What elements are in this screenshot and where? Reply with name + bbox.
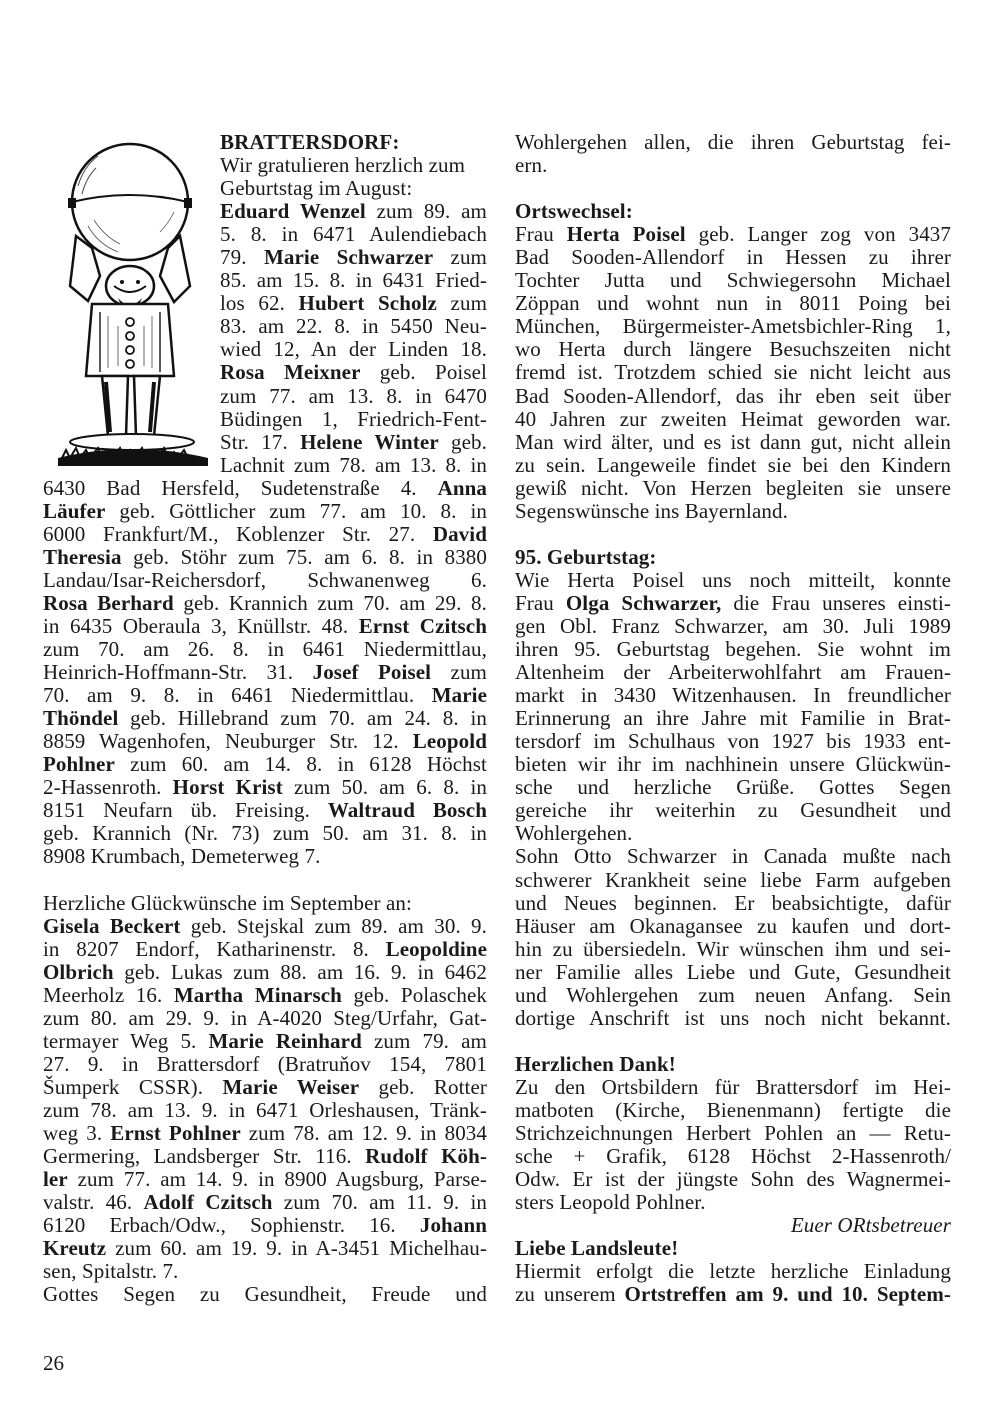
person-name: Johann	[419, 1213, 487, 1238]
entry-line: sen, Spitalstr. 7.	[43, 1259, 179, 1284]
entry-line: 8151 Neufarn üb. Freising. Waltraud Bosch	[43, 798, 488, 823]
entry-line: zum 78. am 13. 9. in 6471 Orleshausen, Tränk-	[43, 1097, 487, 1122]
spacer	[43, 869, 487, 892]
text-line: Frau Herta Poisel geb. Langer zog von 3437	[515, 222, 951, 247]
person-name: Rosa Berhard	[43, 590, 174, 615]
person-name: Leopold	[412, 729, 487, 754]
person-name: Marie Reinhard	[208, 1028, 362, 1053]
entry-line: Germering, Landsberger Str. 116. Rudolf Köh-	[43, 1144, 487, 1169]
person-name: Eduard Wenzel	[220, 199, 366, 224]
text-line: Wohlergehen allen, die ihren Geburtstag fei-	[515, 130, 951, 154]
text-line: Segenswünsche ins Bayernland.	[515, 498, 788, 523]
text-line: gen Obl. Franz Schwarzer, am 30. Juli 1989	[515, 613, 951, 638]
entry-line: wied 12, An der Linden 18.	[220, 337, 487, 362]
text-line: sters Leopold Pohlner.	[515, 1190, 706, 1215]
text-line: Wie Herta Poisel uns noch mitteilt, konnte	[515, 567, 951, 592]
entry-line: Gisela Beckert geb. Stejskal zum 89. am 30. 9.	[43, 913, 488, 938]
entry-line: 70. am 9. 8. in 6461 Niedermittlau. Marie	[43, 683, 487, 708]
intro-line: Geburtstag im August:	[220, 176, 413, 201]
person-name: Rosa Meixner	[220, 360, 361, 385]
entry-line: 6120 Erbach/Odw., Sophienstr. 16. Johann	[43, 1213, 487, 1238]
text-line: hin zu übersiedeln. Wir wünschen ihm und sei-	[515, 936, 951, 961]
entry-line: Šumperk CSSR). Marie Weiser geb. Rotter	[43, 1074, 487, 1099]
text-line: markt in 3430 Witzenhausen. In freundlicher	[515, 683, 951, 708]
person-name: Helene Winter	[300, 429, 439, 454]
text-line: Wohlergehen.	[515, 821, 633, 846]
text-line: zu unserem Ortstreffen am 9. und 10. Septem-	[515, 1282, 952, 1307]
intro-line: Wir gratulieren herzlich zum	[220, 153, 466, 178]
text-line: Man wird älter, und es ist dann gut, nicht allein	[515, 429, 951, 454]
entry-line: zum 77. am 13. 8. in 6470	[220, 383, 487, 408]
entry-line: Landau/Isar-Reichersdorf, Schwanenweg 6.	[43, 567, 487, 592]
text-line: Erinnerung an ihre Jahre mit Familie in Brat-	[515, 706, 951, 731]
text-line: ihren 95. Geburtstag begehen. Sie wohnt im	[515, 637, 951, 662]
entry-line: Läufer geb. Göttlicher zum 77. am 10. 8. in	[43, 498, 487, 523]
text-line: fremd ist. Trotzdem schied sie nicht leicht aus	[515, 360, 951, 385]
page-number: 26	[43, 1351, 64, 1375]
person-name: Kreutz	[43, 1236, 107, 1261]
entry-line: 83. am 22. 8. in 5450 Neu-	[220, 314, 487, 339]
person-name: Marie Weiser	[222, 1074, 360, 1099]
text-line: Bad Sooden-Allendorf, das ihr eben seit über	[515, 383, 951, 408]
september-intro: Herzliche Glückwünsche im September an:	[43, 890, 412, 915]
person-name: Horst Krist	[172, 775, 283, 800]
person-name: Thöndel	[43, 706, 119, 731]
text-line: sche + Grafik, 6128 Höchst 2-Hassenroth/	[515, 1144, 951, 1169]
section-title: BRATTERSDORF:	[220, 130, 400, 154]
entry-line: 2-Hassenroth. Horst Krist zum 50. am 6. 8. in	[43, 775, 487, 800]
person-name: Anna	[437, 475, 487, 500]
person-name: Läufer	[43, 498, 106, 523]
person-name: ler	[43, 1167, 68, 1192]
text-line: und Neues beginnen. Er beabsichtigte, dafür	[515, 890, 951, 915]
person-name: Gisela Beckert	[43, 913, 181, 938]
text-line: Häuser am Okanagansee zu kaufen und dort-	[515, 913, 951, 938]
entry-line: zum 80. am 29. 9. in A-4020 Steg/Urfahr, Gat-	[43, 1005, 487, 1030]
person-name: Marie	[431, 683, 487, 708]
person-name: Adolf Czitsch	[143, 1190, 273, 1215]
person-name: Waltraud Bosch	[327, 798, 488, 823]
text-line: gereiche ihr weiterhin zu Gesundheit und	[515, 798, 951, 823]
spacer	[515, 523, 951, 546]
right-column	[515, 131, 951, 1306]
section-heading-liebe-landsleute: Liebe Landsleute!	[515, 1236, 679, 1261]
text-line: bieten wir ihr im nachhinein unsere Glückwün-	[515, 752, 951, 777]
person-name: Leopoldine	[385, 936, 487, 961]
section-heading-ortswechsel: Ortswechsel:	[515, 199, 633, 224]
entry-line: 5. 8. in 6471 Aulendiebach	[220, 222, 487, 247]
entry-line: valstr. 46. Adolf Czitsch zum 70. am 11. 9. in	[43, 1190, 488, 1215]
text-line: Zu den Ortsbildern für Brattersdorf im Hei-	[515, 1074, 951, 1099]
entry-line: Heinrich-Hoffmann-Str. 31. Josef Poisel zum	[43, 660, 487, 685]
entry-line: Meerholz 16. Martha Minarsch geb. Polaschek	[43, 982, 487, 1007]
text-line: 40 Jahren zur zweiten Heimat geworden war.	[515, 406, 951, 431]
person-name: Rudolf Köh-	[365, 1144, 487, 1169]
person-name: Martha Minarsch	[173, 982, 342, 1007]
section-heading-95-geburtstag: 95. Geburtstag:	[515, 544, 657, 569]
person-name: Ernst Czitsch	[358, 613, 487, 638]
section-heading-herzlichen-dank: Herzlichen Dank!	[515, 1051, 676, 1076]
text-line: sche und herzliche Grüße. Gottes Segen	[515, 775, 951, 800]
entry-line: los 62. Hubert Scholz zum	[220, 291, 488, 316]
entry-line: Theresia geb. Stöhr zum 75. am 6. 8. in 8380	[43, 544, 487, 569]
entry-line: Rosa Berhard geb. Krannich zum 70. am 29. 8.	[43, 590, 487, 615]
entry-line: Büdingen 1, Friedrich-Fent-	[220, 406, 487, 431]
text-line: und Wohlergehen zum neuen Anfang. Sein	[515, 982, 951, 1007]
entry-line: geb. Krannich (Nr. 73) zum 50. am 31. 8. in	[43, 821, 487, 846]
text-line: wo Herta durch längere Besuchszeiten nicht	[515, 337, 951, 362]
entry-line: 27. 9. in Brattersdorf (Bratruňov 154, 7801	[43, 1051, 487, 1076]
text-line: Strichzeichnungen Herbert Pohlen an — Retu-	[515, 1121, 951, 1146]
entry-line: Str. 17. Helene Winter geb.	[220, 429, 487, 454]
entry-line: 79. Marie Schwarzer zum	[220, 245, 487, 270]
person-name: Herta Poisel	[566, 222, 686, 247]
entry-line: Thöndel geb. Hillebrand zum 70. am 24. 8. in	[43, 706, 487, 731]
text-line: Zöppan und wohnt nun in 8011 Poing bei	[515, 291, 951, 316]
person-name: Ernst Pohlner	[110, 1121, 241, 1146]
closing-line: Gottes Segen zu Gesundheit, Freude und	[43, 1282, 487, 1307]
text-line: Odw. Er ist der jüngste Sohn des Wagnermei-	[515, 1167, 951, 1192]
spacer	[515, 1030, 951, 1053]
entry-line: zum 70. am 26. 8. in 6461 Niedermittlau,	[43, 637, 487, 662]
left-column	[43, 131, 487, 1306]
person-name: Olbrich	[43, 959, 114, 984]
person-name: Theresia	[43, 544, 122, 569]
text-line: Hiermit erfolgt die letzte herzliche Einladung	[515, 1259, 951, 1284]
entry-line: Kreutz zum 60. am 19. 9. in A-3451 Michelhau-	[43, 1236, 487, 1261]
text-line: tersdorf im Schulhaus von 1927 bis 1933 ent-	[515, 729, 951, 754]
entry-line: 6430 Bad Hersfeld, Sudetenstraße 4. Anna	[43, 475, 487, 500]
entry-line: termayer Weg 5. Marie Reinhard zum 79. am	[43, 1028, 487, 1053]
entry-line: weg 3. Ernst Pohlner zum 78. am 12. 9. in 8034	[43, 1121, 488, 1146]
entry-line: Eduard Wenzel zum 89. am	[220, 199, 487, 224]
text-line: Bad Sooden-Allendorf in Hessen zu ihrer	[515, 245, 951, 270]
entry-line: Olbrich geb. Lukas zum 88. am 16. 9. in 6462	[43, 959, 487, 984]
entry-line: 8908 Krumbach, Demeterweg 7.	[43, 844, 321, 869]
text-line: ern.	[515, 153, 548, 178]
text-line: Altenheim der Arbeiterwohlfahrt am Frauen-	[515, 660, 951, 685]
spacer	[515, 177, 951, 200]
person-name: Marie Schwarzer	[263, 245, 434, 270]
person-name: David	[432, 521, 487, 546]
entry-line: 8859 Wagenhofen, Neuburger Str. 12. Leopold	[43, 729, 487, 754]
text-line: dortige Anschrift ist uns noch nicht bekannt.	[515, 1005, 951, 1030]
text-line: gewiß nicht. Von Herzen begleiten sie unsere	[515, 475, 951, 500]
text-line: matboten (Kirche, Bienenmann) fertigte die	[515, 1097, 951, 1122]
text-line: München, Bürgermeister-Ametsbichler-Ring 1,	[515, 314, 951, 339]
text-line: Tochter Jutta und Schwiegersohn Michael	[515, 268, 951, 293]
entry-line: Rosa Meixner geb. Poisel	[220, 360, 487, 385]
entry-line: 6000 Frankfurt/M., Koblenzer Str. 27. David	[43, 521, 487, 546]
entry-line: ler zum 77. am 14. 9. in 8900 Augsburg, Parse-	[43, 1167, 487, 1192]
text-line: schwerer Krankheit seine liebe Farm aufgeben	[515, 867, 951, 892]
person-name: Josef Poisel	[312, 660, 432, 685]
event-highlight: Ortstreffen am 9. und 10. Septem-	[624, 1282, 952, 1307]
person-name: Hubert Scholz	[298, 291, 437, 316]
entry-line: Lachnit zum 78. am 13. 8. in	[220, 452, 487, 477]
entry-line: 85. am 15. 8. in 6431 Fried-	[220, 268, 487, 293]
entry-line: in 6435 Oberaula 3, Knüllstr. 48. Ernst Czitsch	[43, 613, 487, 638]
text-line: ner Familie alles Liebe und Gute, Gesundheit	[515, 959, 951, 984]
person-name: Olga Schwarzer,	[565, 590, 722, 615]
person-name: Pohlner	[43, 752, 115, 777]
entry-line: Pohlner zum 60. am 14. 8. in 6128 Höchst	[43, 752, 487, 777]
text-line: zu sein. Langeweile findet sie bei den Kindern	[515, 452, 951, 477]
signature: Euer ORtsbetreuer	[790, 1213, 951, 1238]
text-line: Sohn Otto Schwarzer in Canada mußte nach	[515, 844, 951, 869]
text-line: Frau Olga Schwarzer, die Frau unseres einsti-	[515, 590, 951, 615]
entry-line: in 8207 Endorf, Katharinenstr. 8. Leopoldine	[43, 936, 487, 961]
